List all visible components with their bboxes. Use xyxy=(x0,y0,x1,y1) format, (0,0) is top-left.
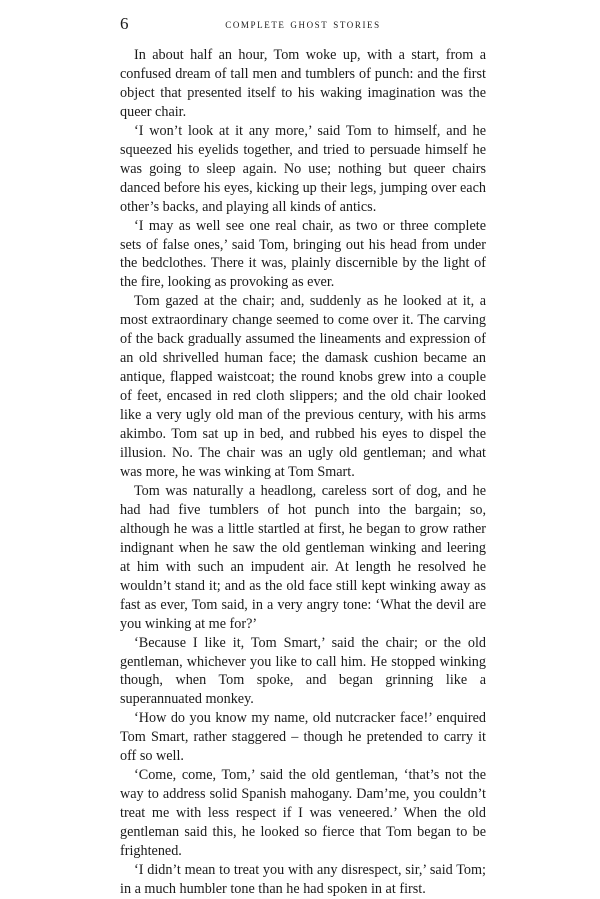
page-header xyxy=(120,14,486,38)
paragraph: ‘I won’t look at it any more,’ said Tom to himself, and he squeezed his eyelids together, and tried to persuade himself he was going to sleep again. No use; nothing but queer chairs danced before his eyes, kicking up their legs, jumping over each other’s backs, and playing all kinds of antics. xyxy=(120,122,486,215)
body-text xyxy=(120,46,486,899)
paragraph: ‘I may as well see one real chair, as two or three complete sets of false ones,’ said Tom, bringing out his head from under the bedclothes. There it was, plainly discernible by the light of the fire, looking as provoking as ever. xyxy=(120,217,486,291)
running-head: complete ghost stories xyxy=(225,16,381,31)
paragraph: ‘I didn’t mean to treat you with any disrespect, sir,’ said Tom; in a much humbler tone than he had spoken in at first. xyxy=(120,861,486,897)
page-number: 6 xyxy=(120,14,129,33)
paragraph: Tom gazed at the chair; and, suddenly as he looked at it, a most extraordinary change seemed to come over it. The carving of the back gradually assumed the lineaments and expression of an old shrivelled human face; the damask cushion became an antique, flapped waistcoat; the round knobs grew into a couple of feet, encased in red cloth slippers; and the old chair looked like a very ugly old man of the previous century, with his arms akimbo. Tom sat up in bed, and rubbed his eyes to dispel the illusion. No. The chair was an ugly old gentleman; and what was more, he was winking at Tom Smart. xyxy=(120,293,486,480)
paragraph: ‘How do you know my name, old nutcracker face!’ enquired Tom Smart, rather staggered – though he pretended to carry it off so well. xyxy=(120,710,486,765)
paragraph: In about half an hour, Tom woke up, with a start, from a confused dream of tall men and tumblers of punch: and the first object that presented itself to his waking imagination was the queer chair. xyxy=(120,47,486,120)
paragraph: ‘Come, come, Tom,’ said the old gentleman, ‘that’s not the way to address solid Spanish mahogany. Dam’me, you couldn’t treat me with less respect if I was veneered.’ When the old gentleman said this, he looked so fierce that Tom began to be frightened. xyxy=(120,767,486,860)
paragraph: Tom was naturally a headlong, careless sort of dog, and he had had five tumblers of hot punch into the bargain; so, although he was a little startled at first, he began to grow rather indignant when he saw the old gentleman winking and leering at him with such an impudent air. At length he resolved he wouldn’t stand it; and as the old face still kept winking away as fast as ever, Tom said, in a very angry tone: ‘What the devil are you winking at me for?’ xyxy=(120,482,486,632)
paragraph: ‘Because I like it, Tom Smart,’ said the chair; or the old gentleman, whichever you like to call him. He stopped winking though, when Tom spoke, and began grinning like a superannuated monkey. xyxy=(120,634,486,708)
